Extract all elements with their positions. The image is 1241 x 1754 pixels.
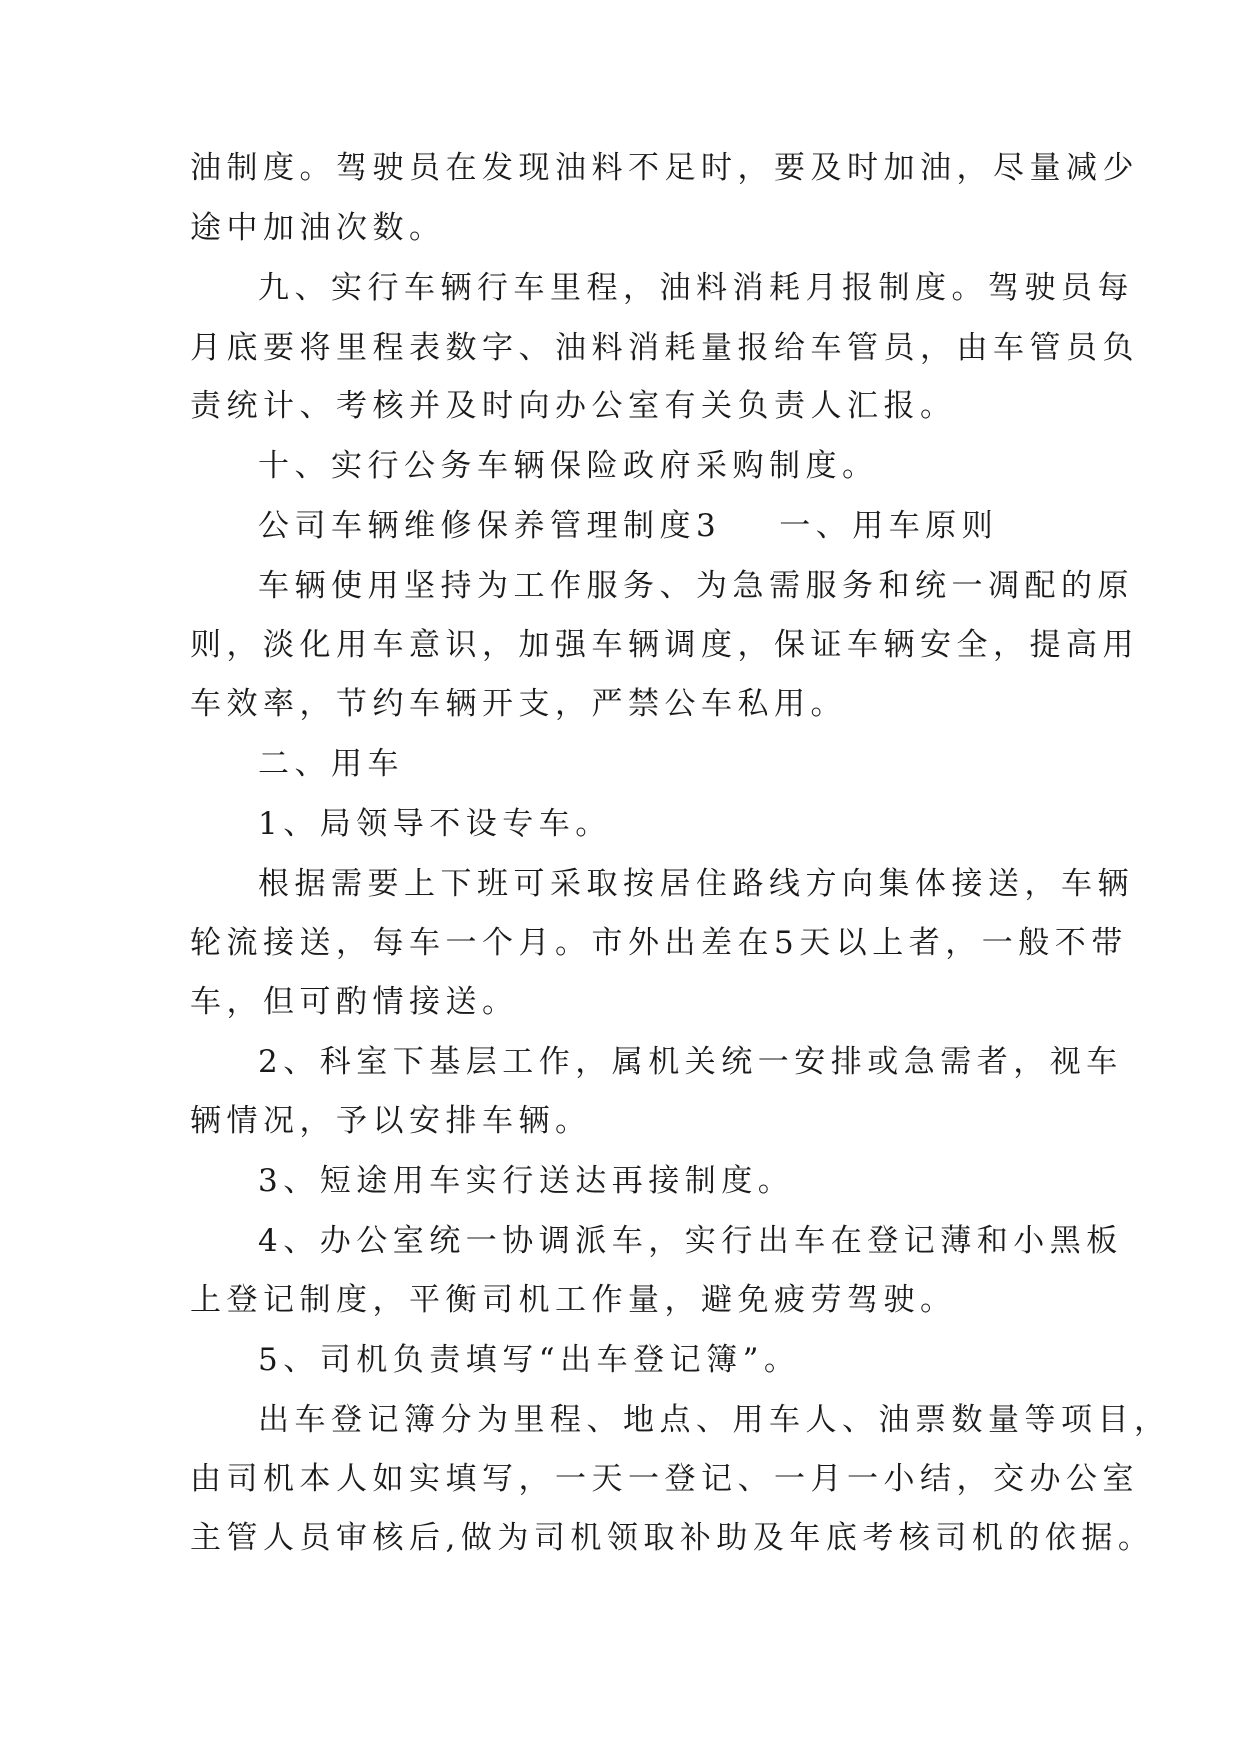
paragraph-line: 车效率，节约车辆开支，严禁公车私用。 <box>190 686 847 722</box>
paragraph-line: 轮流接送，每车一个月。市外出差在5天以上者，一般不带 <box>190 925 1128 961</box>
list-item: 5、司机负责填写“出车登记簿”。 <box>258 1342 801 1378</box>
list-item: 1、局领导不设专车。 <box>258 806 612 842</box>
paragraph-line: 车辆使用坚持为工作服务、为急需服务和统一凋配的原 <box>258 568 1134 604</box>
paragraph-line: 由司机本人如实填写，一天一登记、一月一小结，交办公室 <box>190 1461 1139 1497</box>
paragraph-line: 九、实行车辆行车里程，油料消耗月报制度。驾驶员每 <box>258 270 1134 306</box>
paragraph-line: 辆情况，予以安排车辆。 <box>190 1103 592 1139</box>
section-heading: 一、用车原则 <box>779 508 999 544</box>
paragraph-line: 月底要将里程表数字、油料消耗量报给车管员，由车管员负 <box>190 330 1139 366</box>
list-item: 3、短途用车实行送达再接制度。 <box>258 1163 795 1199</box>
section-heading-line <box>258 506 998 546</box>
paragraph-line: 车，但可酌情接送。 <box>190 984 519 1020</box>
paragraph-line: 则，淡化用车意识，加强车辆调度，保证车辆安全，提高用 <box>190 627 1139 663</box>
paragraph-line: 上登记制度，平衡司机工作量，避免疲劳驾驶。 <box>190 1282 957 1318</box>
list-item: 2、科室下基层工作，属机关统一安排或急需者，视车 <box>258 1044 1123 1080</box>
paragraph-line: 十、实行公务车辆保险政府采购制度。 <box>258 448 879 484</box>
paragraph-line: 主管人员审核后,做为司机领取补助及年底考核司机的依据。 <box>190 1520 1155 1556</box>
list-item: 4、办公室统一协调派车，实行出车在登记薄和小黑板 <box>258 1223 1123 1259</box>
paragraph-line: 责统计、考核并及时向办公室有关负责人汇报。 <box>190 388 957 424</box>
paragraph-line: 途中加油次数。 <box>190 210 446 246</box>
section-heading: 二、用车 <box>258 746 404 782</box>
document-title: 公司车辆维修保养管理制度3 <box>258 508 722 544</box>
paragraph-line: 油制度。驾驶员在发现油料不足时，要及时加油，尽量减少 <box>190 150 1139 186</box>
paragraph-line: 出车登记簿分为里程、地点、用车人、油票数量等项目， <box>258 1402 1171 1438</box>
paragraph-line: 根据需要上下班可采取按居住路线方向集体接送，车辆 <box>258 866 1134 902</box>
